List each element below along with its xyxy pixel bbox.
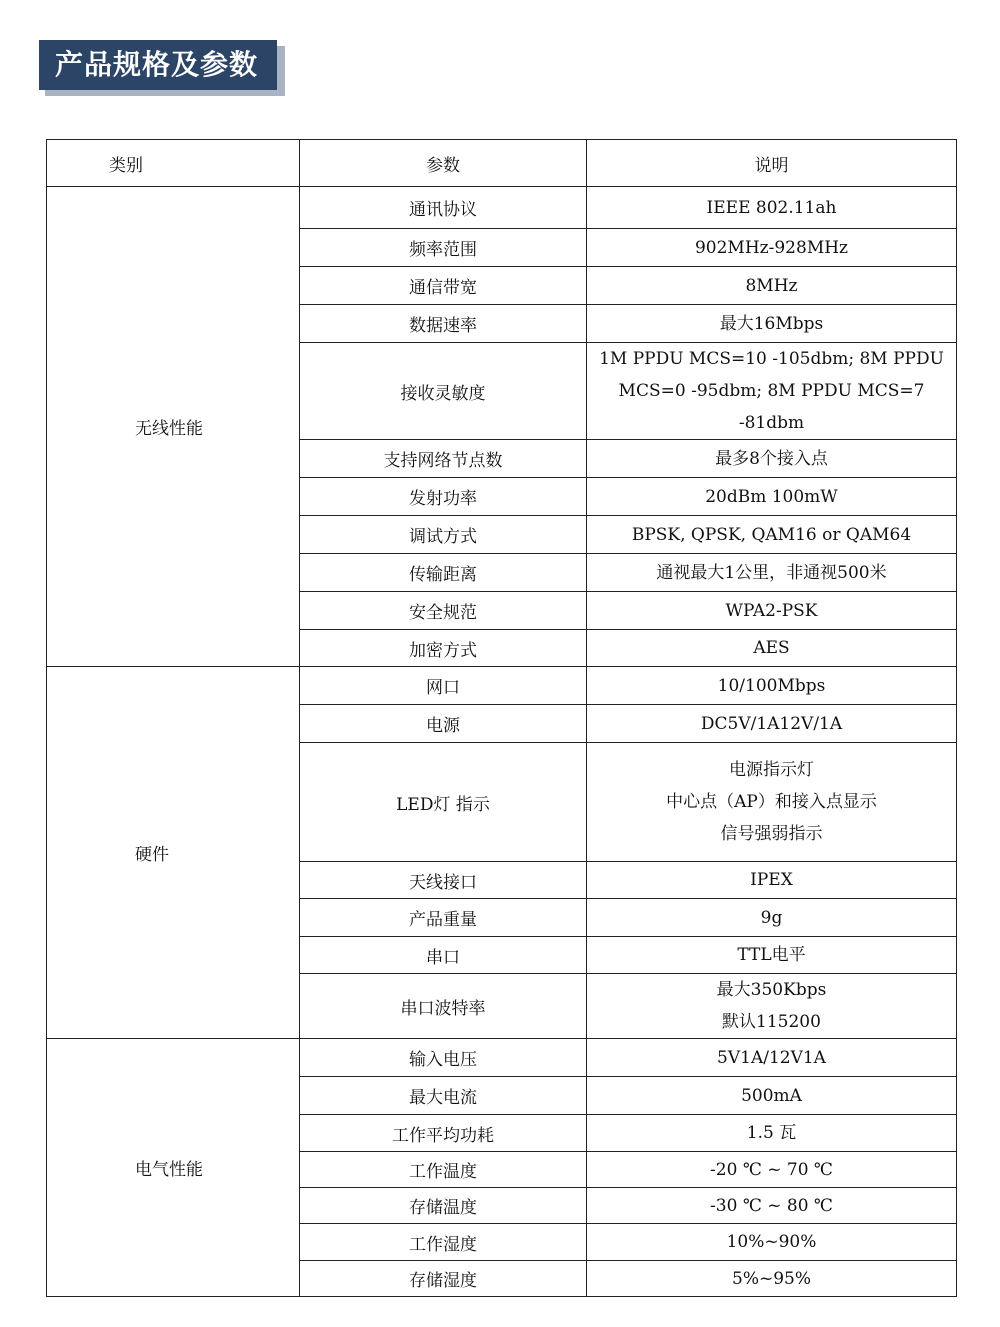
param-cell: 工作平均功耗 [300,1115,587,1152]
param-cell: LED灯 指示 [300,743,587,862]
desc-cell [587,630,957,667]
desc-line: 10/100Mbps [717,675,826,696]
desc-cell [587,343,957,440]
param-cell: 通信带宽 [300,267,587,305]
desc-line: 最大350Kbps [716,980,827,1000]
desc-line: IPEX [750,870,793,890]
desc-cell [587,937,957,974]
desc-cell [587,1261,957,1297]
desc-cell [587,1039,957,1077]
param-cell: 接收灵敏度 [300,343,587,440]
desc-cell [587,974,957,1039]
header-param: 参数 [300,140,587,187]
desc-line: -30 ℃ ~ 80 ℃ [710,1195,833,1216]
param-cell: 输入电压 [300,1039,587,1077]
desc-line: 信号强弱指示 [720,824,823,844]
desc-line: IEEE 802.11ah [706,197,837,218]
param-cell: 产品重量 [300,899,587,937]
desc-cell [587,1115,957,1152]
desc-line: AES [753,638,790,658]
desc-line: 最多8个接入点 [715,448,828,469]
param-cell: 天线接口 [300,862,587,899]
param-cell: 存储湿度 [300,1261,587,1297]
param-cell: 电源 [300,705,587,743]
spec-body [47,187,957,1297]
desc-line: WPA2-PSK [725,600,818,621]
param-cell: 调试方式 [300,516,587,554]
table-row [47,667,957,705]
param-cell: 传输距离 [300,554,587,592]
param-cell: 存储温度 [300,1188,587,1224]
desc-line: 5V1A/12V1A [717,1047,826,1068]
param-cell: 最大电流 [300,1077,587,1115]
desc-line: 10%~90% [726,1232,817,1252]
desc-cell [587,592,957,630]
param-cell: 网口 [300,667,587,705]
param-cell: 工作温度 [300,1152,587,1188]
desc-cell [587,1152,957,1188]
desc-cell [587,440,957,478]
desc-cell [587,554,957,592]
desc-cell [587,1188,957,1224]
desc-cell [587,516,957,554]
desc-cell [587,187,957,229]
param-cell: 加密方式 [300,630,587,667]
param-cell: 支持网络节点数 [300,440,587,478]
desc-cell [587,267,957,305]
desc-cell [587,229,957,267]
desc-cell [587,478,957,516]
desc-line: 电源指示灯 [729,760,814,780]
desc-line: 902MHz-928MHz [694,237,849,258]
desc-line: 中心点（AP）和接入点显示 [666,792,877,812]
desc-line: DC5V/1A12V/1A [700,713,843,734]
desc-line: -20 ℃ ~ 70 ℃ [710,1159,833,1180]
desc-cell [587,743,957,862]
desc-line: 9g [760,907,783,928]
desc-line: 1.5 瓦 [746,1123,797,1143]
desc-line: 20dBm 100mW [705,486,838,507]
desc-line: TTL电平 [737,945,806,965]
param-cell: 数据速率 [300,305,587,343]
table-row [47,1039,957,1077]
table-header-row [47,140,957,187]
category-cell: 电气性能 [47,1039,300,1297]
desc-line: 默认115200 [722,1012,821,1032]
desc-cell [587,862,957,899]
param-cell: 串口 [300,937,587,974]
desc-cell [587,1224,957,1261]
desc-line: 通视最大1公里，非通视500米 [656,562,887,583]
param-cell: 工作湿度 [300,1224,587,1261]
desc-line: BPSK, QPSK, QAM16 or QAM64 [631,524,912,545]
header-desc: 说明 [587,140,957,187]
param-cell: 通讯协议 [300,187,587,229]
table-row [47,187,957,229]
category-cell: 硬件 [47,667,300,1039]
desc-cell [587,705,957,743]
desc-line: 5%~95% [732,1268,811,1289]
param-cell: 串口波特率 [300,974,587,1039]
header-category: 类别 [47,140,300,187]
desc-line: 500mA [741,1085,802,1106]
desc-line: 最大16Mbps [719,313,824,334]
desc-line: 1M PPDU MCS=10 -105dbm; 8M PPDU MCS=0 -95dbm; 8M PPDU MCS=7 -81dbm [599,349,944,433]
desc-cell [587,667,957,705]
desc-cell [587,899,957,937]
category-cell: 无线性能 [47,187,300,667]
spec-table [46,139,957,1297]
param-cell: 安全规范 [300,592,587,630]
desc-cell [587,1077,957,1115]
desc-cell [587,305,957,343]
desc-line: 8MHz [745,275,798,296]
param-cell: 发射功率 [300,478,587,516]
param-cell: 频率范围 [300,229,587,267]
page-title: 产品规格及参数 [39,40,277,90]
